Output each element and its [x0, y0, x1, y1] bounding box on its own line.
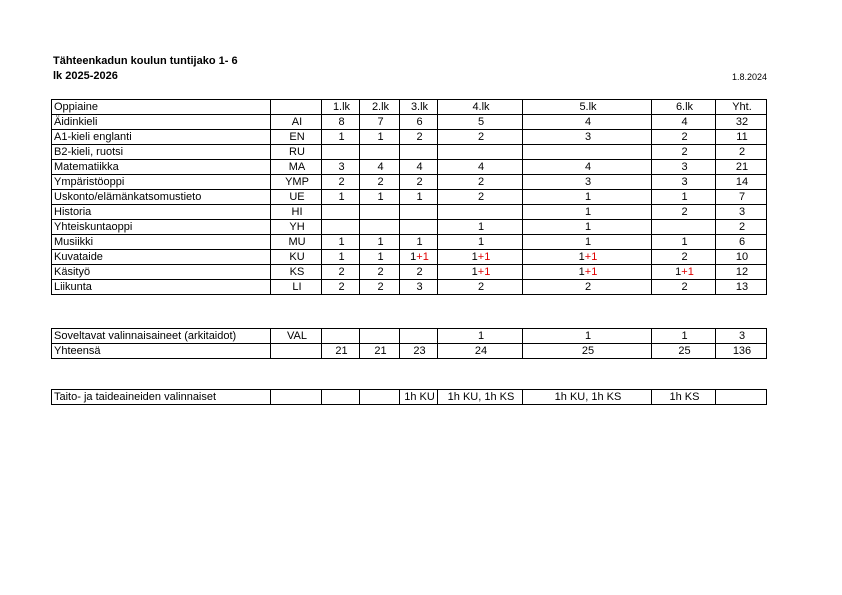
grade-6-hours	[652, 390, 716, 405]
grade-4-hours-value: 2	[477, 176, 485, 188]
grade-3-hours	[400, 390, 438, 405]
grade-2-hours-value: 1	[377, 131, 384, 143]
subject-name	[52, 235, 271, 250]
grade-1-hours-value: 2	[338, 176, 345, 188]
grade-4-hours	[438, 235, 523, 250]
grade-6-hours-value: 2	[681, 146, 688, 158]
subject-name	[52, 160, 271, 175]
grade-3-hours	[400, 265, 438, 280]
grade-1-hours-value: 1	[338, 236, 345, 248]
total-hours	[716, 220, 767, 235]
grade-1-hours-value: 1	[338, 191, 345, 203]
grade-4-hours-value: 4	[477, 161, 485, 173]
grade-3-hours	[400, 250, 438, 265]
grade-1-hours	[322, 280, 360, 295]
grade-4-hours	[438, 130, 523, 145]
grade-5-hours-value: 1	[584, 330, 592, 342]
grade-6-hours-value: 2	[681, 251, 688, 263]
grade-3-hours	[400, 175, 438, 190]
grade-2-hours-value: 21	[374, 345, 387, 357]
grade-6-hours	[652, 160, 716, 175]
grade-5-hours-value: 1	[584, 221, 592, 233]
subject-name-value: Liikunta	[54, 281, 92, 293]
subject-name	[52, 250, 271, 265]
subject-code-value: UE	[289, 191, 305, 203]
grade-5-hours-value: 1h KU, 1h KS	[554, 391, 622, 403]
subject-name	[52, 344, 271, 359]
grade-4-hours	[438, 250, 523, 265]
grade-3-hours	[400, 115, 438, 130]
subject-name-value: Käsityö	[54, 266, 91, 278]
subject-code	[271, 205, 322, 220]
subject-code	[271, 160, 322, 175]
grade-5-hours	[523, 344, 652, 359]
header-row	[52, 100, 767, 115]
grade-4-hours	[438, 390, 523, 405]
grade-4-hours-value: 24	[474, 345, 488, 357]
grade-5-hours	[523, 115, 652, 130]
grade-5-hours	[523, 220, 652, 235]
grade-5-hours-value: 1	[584, 206, 592, 218]
subject-name-value: Äidinkieli	[54, 116, 98, 128]
total-row	[52, 344, 767, 359]
column-header	[52, 100, 271, 115]
total-hours-value: 7	[738, 191, 746, 203]
subject-name-value: Taito- ja taideaineiden valinnaiset	[54, 391, 217, 403]
grade-2-hours	[360, 390, 400, 405]
grade-3-hours	[400, 190, 438, 205]
grade-6-hours	[652, 145, 716, 160]
subject-name	[52, 175, 271, 190]
subject-code-value: YH	[289, 221, 305, 233]
grade-3-hours	[400, 160, 438, 175]
subject-name	[52, 130, 271, 145]
grade-5-hours-value: 3	[584, 176, 592, 188]
grade-2-hours-value: 1	[377, 191, 384, 203]
total-hours-value: 3	[738, 206, 746, 218]
subject-code-value: MU	[288, 236, 306, 248]
subject-code-value: VAL	[287, 330, 307, 342]
total-hours	[716, 235, 767, 250]
grade-5-hours	[523, 280, 652, 295]
grade-5-hours-value: 1	[584, 191, 592, 203]
column-header-value: Oppiaine	[54, 101, 99, 113]
grade-1-hours	[322, 205, 360, 220]
column-header-value: 5.lk	[579, 101, 597, 113]
subject-code	[271, 265, 322, 280]
grade-6-hours-value: 1	[675, 266, 682, 278]
grade-6-hours-value: 25	[678, 345, 691, 357]
grade-4-hours-value: 1	[477, 236, 485, 248]
grade-3-hours-value: 3	[416, 281, 423, 293]
grade-2-hours-value: 1	[377, 251, 384, 263]
subject-code	[271, 145, 322, 160]
grade-1-hours-value: 2	[338, 266, 345, 278]
total-hours-value: 2	[738, 221, 746, 233]
subject-name	[52, 329, 271, 344]
grade-5-hours-value: 1	[578, 266, 585, 278]
grade-4-hours	[438, 329, 523, 344]
grade-6-hours	[652, 235, 716, 250]
grade-6-hours	[652, 190, 716, 205]
grade-2-hours	[360, 344, 400, 359]
total-hours-value: 32	[735, 116, 749, 128]
column-header	[322, 100, 360, 115]
column-header	[271, 100, 322, 115]
table-row	[52, 235, 767, 250]
grade-6-hours-value: 4	[681, 116, 688, 128]
extra-hour: +1	[416, 251, 429, 263]
grade-1-hours-value: 1	[338, 251, 345, 263]
grade-1-hours	[322, 250, 360, 265]
grade-4-hours-value: 5	[477, 116, 485, 128]
grade-2-hours	[360, 160, 400, 175]
grade-2-hours	[360, 235, 400, 250]
grade-1-hours	[322, 344, 360, 359]
grade-4-hours	[438, 265, 523, 280]
subject-code-value: AI	[291, 116, 303, 128]
subject-name	[52, 265, 271, 280]
table-row	[52, 205, 767, 220]
grade-5-hours-value: 1	[584, 236, 592, 248]
grade-1-hours	[322, 160, 360, 175]
grade-2-hours	[360, 145, 400, 160]
table-row	[52, 190, 767, 205]
subject-code	[271, 250, 322, 265]
grade-3-hours-value: 1	[410, 251, 417, 263]
grade-2-hours-value: 7	[377, 116, 384, 128]
subject-code-value: RU	[289, 146, 305, 158]
subject-code-value: LI	[292, 281, 302, 293]
grade-2-hours-value: 2	[377, 266, 384, 278]
grade-2-hours	[360, 130, 400, 145]
subject-code	[271, 235, 322, 250]
grade-3-hours-value: 1	[416, 191, 423, 203]
grade-2-hours	[360, 329, 400, 344]
column-header	[652, 100, 716, 115]
grade-4-hours	[438, 220, 523, 235]
summary-table	[51, 328, 767, 359]
total-hours	[716, 280, 767, 295]
grade-3-hours	[400, 280, 438, 295]
subject-name-value: Historia	[54, 206, 92, 218]
grade-1-hours	[322, 190, 360, 205]
grade-6-hours-value: 1h KS	[669, 391, 700, 403]
total-hours	[716, 115, 767, 130]
grade-4-hours	[438, 344, 523, 359]
grade-4-hours-value: 1	[477, 330, 485, 342]
grade-5-hours	[523, 130, 652, 145]
column-header-value: 2.lk	[371, 101, 390, 113]
extra-hour: +1	[584, 266, 598, 278]
grade-6-hours	[652, 205, 716, 220]
subject-name-value: A1-kieli englanti	[54, 131, 132, 143]
grade-6-hours	[652, 344, 716, 359]
grade-2-hours-value: 1	[377, 236, 384, 248]
grade-4-hours	[438, 190, 523, 205]
total-hours-value: 12	[735, 266, 749, 278]
grade-1-hours	[322, 329, 360, 344]
total-hours	[716, 190, 767, 205]
table-row	[52, 280, 767, 295]
total-hours-value: 2	[738, 146, 746, 158]
grade-6-hours	[652, 280, 716, 295]
electives-table	[51, 389, 767, 405]
grade-2-hours	[360, 190, 400, 205]
extra-hour: +1	[584, 251, 598, 263]
grade-5-hours-value: 3	[584, 131, 592, 143]
extra-hour: +1	[477, 266, 491, 278]
grade-4-hours-value: 2	[477, 281, 485, 293]
grade-5-hours-value: 2	[584, 281, 592, 293]
column-header-value: Yht.	[732, 101, 752, 113]
grade-6-hours-value: 2	[681, 206, 688, 218]
grade-5-hours	[523, 145, 652, 160]
total-hours	[716, 130, 767, 145]
subject-code	[271, 220, 322, 235]
grade-1-hours-value: 3	[338, 161, 345, 173]
grade-6-hours	[652, 329, 716, 344]
subject-name-value: Soveltavat valinnaisaineet (arkitaidot)	[54, 330, 237, 342]
column-header	[360, 100, 400, 115]
grade-3-hours-value: 23	[413, 345, 426, 357]
grade-1-hours-value: 1	[338, 131, 345, 143]
grade-5-hours	[523, 265, 652, 280]
grade-3-hours-value: 4	[416, 161, 423, 173]
grade-2-hours	[360, 280, 400, 295]
grade-1-hours	[322, 220, 360, 235]
grade-5-hours	[523, 235, 652, 250]
grade-4-hours-value: 1	[471, 266, 478, 278]
total-hours	[716, 250, 767, 265]
subject-name	[52, 280, 271, 295]
total-hours-value: 136	[732, 345, 752, 357]
grade-6-hours-value: 1	[681, 191, 688, 203]
subject-name-value: Kuvataide	[54, 251, 103, 263]
total-hours	[716, 205, 767, 220]
grade-1-hours	[322, 235, 360, 250]
grade-6-hours	[652, 265, 716, 280]
subject-name-value: Musiikki	[54, 236, 94, 248]
grade-4-hours	[438, 145, 523, 160]
table-row	[52, 220, 767, 235]
grade-3-hours-value: 2	[416, 266, 423, 278]
subject-name-value: B2-kieli, ruotsi	[54, 146, 124, 158]
subject-name	[52, 220, 271, 235]
subject-code-value: EN	[289, 131, 305, 143]
total-hours	[716, 145, 767, 160]
grade-2-hours	[360, 205, 400, 220]
grade-5-hours	[523, 329, 652, 344]
grade-1-hours	[322, 175, 360, 190]
grade-4-hours-value: 2	[477, 191, 485, 203]
grade-6-hours	[652, 220, 716, 235]
grade-3-hours	[400, 220, 438, 235]
grade-4-hours-value: 1h KU, 1h KS	[447, 391, 515, 403]
grade-1-hours	[322, 390, 360, 405]
subject-code-value: KU	[289, 251, 305, 263]
subject-code	[271, 130, 322, 145]
grade-1-hours	[322, 115, 360, 130]
grade-5-hours-value: 4	[584, 116, 592, 128]
grade-3-hours	[400, 205, 438, 220]
table-row	[52, 250, 767, 265]
grade-4-hours	[438, 175, 523, 190]
total-hours-value: 13	[735, 281, 749, 293]
total-hours	[716, 175, 767, 190]
subject-name	[52, 390, 271, 405]
grade-2-hours	[360, 220, 400, 235]
grade-5-hours	[523, 175, 652, 190]
grade-4-hours	[438, 115, 523, 130]
column-header-value: 1.lk	[332, 101, 351, 113]
grade-5-hours-value: 1	[578, 251, 585, 263]
grade-6-hours	[652, 175, 716, 190]
total-hours	[716, 390, 767, 405]
subject-name-value: Yhteensä	[54, 345, 101, 357]
table-row	[52, 130, 767, 145]
grade-3-hours-value: 6	[416, 116, 423, 128]
grade-4-hours-value: 2	[477, 131, 485, 143]
grade-5-hours-value: 4	[584, 161, 592, 173]
column-header	[438, 100, 523, 115]
grade-3-hours	[400, 329, 438, 344]
grade-5-hours-value: 25	[581, 345, 595, 357]
subject-code	[271, 390, 322, 405]
grade-6-hours-value: 2	[681, 281, 688, 293]
document-date: 1.8.2024	[731, 72, 767, 82]
grade-6-hours-value: 3	[681, 176, 688, 188]
grade-3-hours	[400, 145, 438, 160]
column-header	[523, 100, 652, 115]
grade-5-hours	[523, 205, 652, 220]
subject-code	[271, 115, 322, 130]
document-title: Tähteenkadun koulun tuntijako 1- 6	[53, 55, 238, 67]
grade-6-hours	[652, 115, 716, 130]
subject-name	[52, 205, 271, 220]
grade-3-hours-value: 1h KU	[404, 391, 435, 403]
grade-5-hours	[523, 250, 652, 265]
subject-name	[52, 190, 271, 205]
grade-6-hours	[652, 130, 716, 145]
val-row	[52, 329, 767, 344]
total-hours-value: 14	[735, 176, 749, 188]
grade-6-hours-value: 1	[681, 330, 688, 342]
column-header-value: 3.lk	[410, 101, 429, 113]
grade-3-hours	[400, 235, 438, 250]
grade-1-hours-value: 21	[335, 345, 348, 357]
grade-2-hours	[360, 115, 400, 130]
total-hours-value: 11	[736, 131, 748, 143]
grade-2-hours	[360, 265, 400, 280]
total-hours-value: 3	[738, 330, 746, 342]
subject-code	[271, 344, 322, 359]
grade-1-hours	[322, 145, 360, 160]
grade-5-hours	[523, 190, 652, 205]
subject-code	[271, 175, 322, 190]
subject-name-value: Yhteiskuntaoppi	[54, 221, 133, 233]
school-year: lk 2025-2026	[53, 70, 118, 82]
grade-4-hours	[438, 205, 523, 220]
grade-3-hours-value: 2	[416, 131, 423, 143]
grade-2-hours	[360, 250, 400, 265]
subject-code	[271, 190, 322, 205]
column-header	[400, 100, 438, 115]
grade-6-hours-value: 1	[681, 236, 688, 248]
grade-2-hours	[360, 175, 400, 190]
total-hours-value: 6	[738, 236, 746, 248]
subject-code-value: YMP	[285, 176, 309, 188]
total-hours	[716, 265, 767, 280]
extra-hour: +1	[681, 266, 694, 278]
extra-hour: +1	[477, 251, 491, 263]
grade-5-hours	[523, 390, 652, 405]
subject-name-value: Matematiikka	[54, 161, 119, 173]
grade-6-hours	[652, 250, 716, 265]
subject-code-value: KS	[289, 266, 305, 278]
subject-name-value: Uskonto/elämänkatsomustieto	[54, 191, 202, 203]
subject-code	[271, 329, 322, 344]
grade-4-hours-value: 1	[477, 221, 485, 233]
grade-1-hours	[322, 130, 360, 145]
table-row	[52, 145, 767, 160]
grade-1-hours	[322, 265, 360, 280]
total-hours-value: 10	[735, 251, 749, 263]
grade-3-hours	[400, 130, 438, 145]
grade-2-hours-value: 2	[377, 281, 384, 293]
grade-5-hours	[523, 160, 652, 175]
grade-6-hours-value: 2	[681, 131, 688, 143]
grade-3-hours-value: 1	[416, 236, 423, 248]
grade-3-hours-value: 2	[416, 176, 423, 188]
column-header-value: 6.lk	[675, 101, 694, 113]
grade-4-hours	[438, 160, 523, 175]
curriculum-table	[51, 99, 767, 295]
grade-6-hours-value: 3	[681, 161, 688, 173]
total-hours	[716, 160, 767, 175]
grade-2-hours-value: 2	[377, 176, 384, 188]
subject-name	[52, 145, 271, 160]
grade-1-hours-value: 8	[338, 116, 345, 128]
subject-code	[271, 280, 322, 295]
subject-name	[52, 115, 271, 130]
electives-row	[52, 390, 767, 405]
grade-4-hours	[438, 280, 523, 295]
table-row	[52, 175, 767, 190]
column-header	[716, 100, 767, 115]
subject-code-value: MA	[288, 161, 306, 173]
subject-name-value: Ympäristöoppi	[54, 176, 125, 188]
subject-code-value: HI	[291, 206, 303, 218]
total-hours	[716, 329, 767, 344]
grade-3-hours	[400, 344, 438, 359]
grade-1-hours-value: 2	[338, 281, 345, 293]
table-row	[52, 115, 767, 130]
grade-2-hours-value: 4	[377, 161, 384, 173]
table-row	[52, 160, 767, 175]
grade-4-hours-value: 1	[471, 251, 478, 263]
column-header-value: 4.lk	[472, 101, 490, 113]
table-row	[52, 265, 767, 280]
total-hours	[716, 344, 767, 359]
total-hours-value: 21	[735, 161, 749, 173]
